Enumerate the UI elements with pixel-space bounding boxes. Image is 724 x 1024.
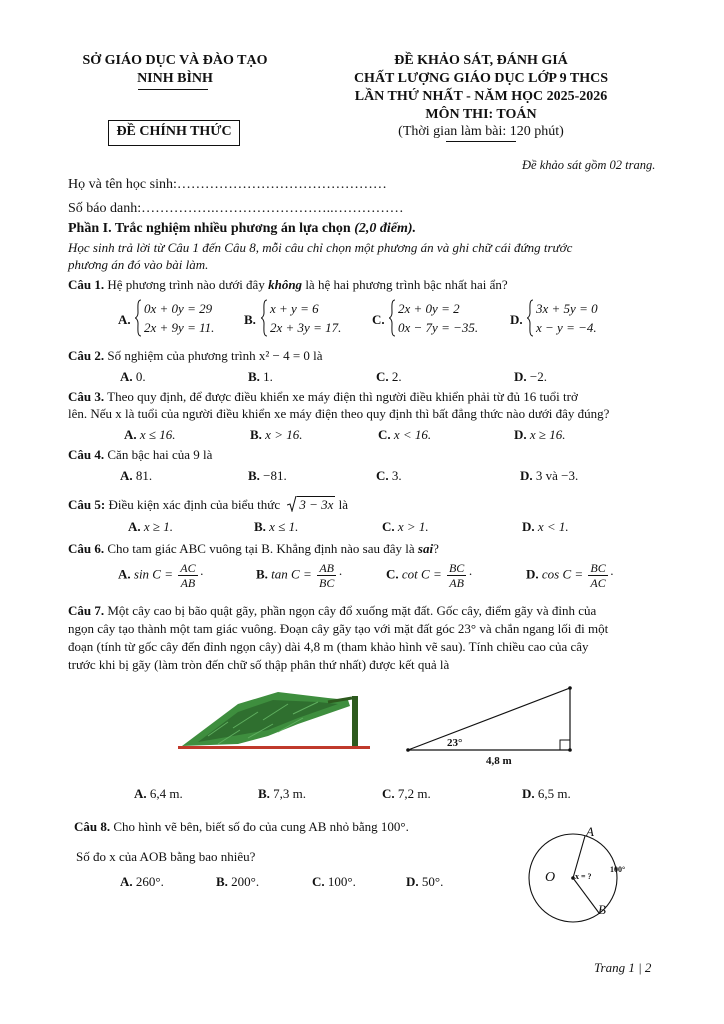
q1-option-a[interactable] — [118, 299, 258, 341]
page-number: Trang 1 | 2 — [594, 960, 652, 975]
fallen-tree-illustration — [178, 684, 378, 754]
q2-c-letter: C. — [376, 369, 389, 384]
q3-b-letter: B. — [250, 427, 262, 442]
q7-option-b[interactable] — [258, 786, 306, 802]
q1-option-c-letter: C. — [372, 312, 385, 327]
q5-b-letter: B. — [254, 519, 266, 534]
brace-icon — [388, 299, 396, 337]
part1-instructions-2: phương án đó vào bài làm. — [68, 257, 209, 272]
q6-d-den: AC — [590, 576, 606, 590]
q5-option-a[interactable] — [128, 519, 173, 535]
q2-d-value: −2. — [529, 369, 547, 384]
q1-stem — [68, 277, 508, 293]
q6-emphasis: sai — [417, 541, 434, 556]
q6-b-func: tan C = — [271, 566, 312, 582]
q2-a-value: 0. — [135, 369, 146, 384]
q4-d-value: 3 và −3. — [535, 468, 579, 483]
q1-text-before: Hệ phương trình nào dưới đây — [107, 277, 265, 292]
q7-option-d[interactable] — [522, 786, 571, 802]
q8-b-value: 200°. — [231, 874, 260, 889]
q2-c-value: 2. — [391, 369, 402, 384]
q7-d-letter: D. — [522, 786, 535, 801]
q2-text: Số nghiệm của phương trình x² − 4 = 0 là — [107, 348, 323, 363]
q5-option-d[interactable] — [522, 519, 569, 535]
q8-text: Cho hình vẽ bên, biết số đo của cung AB nhỏ bằng 100°. — [113, 819, 409, 834]
official-label: ĐỀ CHÍNH THỨC — [116, 124, 232, 139]
q2-option-d[interactable] — [514, 369, 547, 385]
q7-c-value: 7,2 m. — [397, 786, 431, 801]
tree-trunk — [352, 696, 358, 746]
q5-radical — [287, 496, 335, 513]
q4-option-d[interactable] — [520, 468, 578, 484]
q3-option-b[interactable] — [250, 427, 302, 443]
q6-c-num: BC — [448, 561, 465, 575]
q6-option-a[interactable]: A. sin C = $\frac{AC}{AB}$ · — [118, 561, 204, 590]
exam-title: ĐỀ KHẢO SÁT, ĐÁNH GIÁ — [394, 53, 568, 68]
q4-label: Câu 4. — [68, 447, 105, 462]
q3-option-c[interactable] — [378, 427, 431, 443]
q6-a-letter: A. — [118, 566, 131, 582]
q2-label: Câu 2. — [68, 348, 105, 363]
q7-b-value: 7,3 m. — [273, 786, 307, 801]
q3-line1: Theo quy định, để được điều khiển xe máy điện thì người điều khiển phải từ đủ 16 tuổi trở — [107, 389, 578, 404]
q6-c-fraction — [447, 561, 466, 590]
q3-d-value: x ≥ 16. — [529, 427, 566, 442]
q3-a-value: x ≤ 16. — [139, 427, 176, 442]
q1-label: Câu 1. — [68, 277, 105, 292]
exam-duration: (Thời gian làm bài: 120 phút) — [398, 124, 564, 139]
q8-b-letter: B. — [216, 874, 228, 889]
part1-instructions-1: Học sinh trả lời từ Câu 1 đến Câu 8, mỗi câu chỉ chọn một phương án và ghi chữ cái đứng trước — [68, 240, 573, 255]
q2-option-c[interactable] — [376, 369, 402, 385]
q6-text-after: ? — [433, 541, 439, 556]
q1-b-eq2: 2x + 3y = 17. — [270, 320, 342, 335]
ground-line — [178, 746, 370, 749]
q8-option-c[interactable] — [312, 874, 356, 890]
brace-icon — [260, 299, 268, 337]
q2-d-letter: D. — [514, 369, 527, 384]
q3-c-value: x < 16. — [393, 427, 432, 442]
q8-d-letter: D. — [406, 874, 419, 889]
q6-option-c[interactable]: C. cot C = $\frac{BC}{AB}$ · — [386, 561, 473, 590]
q1-option-b-letter: B. — [244, 312, 256, 327]
q8-d-value: 50°. — [421, 874, 444, 889]
q7-option-c[interactable] — [382, 786, 431, 802]
q7-line1: Một cây cao bị bão quật gãy, phần ngọn cây đổ xuống mặt đất. Gốc cây, điểm gãy và đỉnh của — [107, 603, 597, 618]
q5-text-before: Điều kiện xác định của biểu thức — [108, 497, 281, 512]
vertex-dot — [568, 686, 572, 690]
q8-c-value: 100°. — [327, 874, 356, 889]
base-length-label: 4,8 m — [486, 755, 512, 767]
q3-stem-2: lên. Nếu x là tuổi của người điều khiển xe máy điện theo quy định thì bất đẳng thức nào dưới đây đúng? — [68, 406, 610, 421]
q4-option-c[interactable] — [376, 468, 402, 484]
q6-a-fraction — [178, 561, 197, 590]
q3-c-letter: C. — [378, 427, 391, 442]
q1-a-eq1: 0x + 0y = 29 — [144, 301, 213, 316]
q3-d-letter: D. — [514, 427, 527, 442]
q5-radicand: 3 − 3x — [299, 497, 334, 512]
province-name: NINH BÌNH — [137, 71, 213, 86]
q2-a-letter: A. — [120, 369, 133, 384]
q4-b-value: −81. — [263, 468, 287, 483]
q7-a-letter: A. — [134, 786, 147, 801]
vertex-dot — [568, 748, 572, 752]
q6-a-num: AC — [180, 561, 196, 575]
q4-c-value: 3. — [391, 468, 402, 483]
q7-option-a[interactable] — [134, 786, 183, 802]
q5-d-letter: D. — [522, 519, 535, 534]
q3-b-value: x > 16. — [265, 427, 303, 442]
q2-option-a[interactable] — [120, 369, 146, 385]
q6-label: Câu 6. — [68, 541, 105, 556]
q1-option-d-letter: D. — [510, 312, 523, 327]
q1-option-d[interactable] — [510, 299, 640, 341]
q6-c-letter: C. — [386, 566, 399, 582]
q6-b-fraction — [317, 561, 336, 590]
province-underline — [138, 89, 208, 90]
q8-option-b[interactable] — [216, 874, 259, 890]
q4-d-letter: D. — [520, 468, 533, 483]
q3-option-d[interactable] — [514, 427, 566, 443]
q5-stem — [68, 496, 348, 513]
q7-c-letter: C. — [382, 786, 395, 801]
q6-b-den: BC — [318, 576, 335, 590]
q1-text-after: là hệ hai phương trình bậc nhất hai ẩn? — [305, 277, 508, 292]
q8-a-value: 260°. — [135, 874, 164, 889]
point-o-label: O — [545, 870, 556, 885]
q3-option-a[interactable] — [124, 427, 176, 443]
part1-heading — [68, 221, 416, 237]
q3-label: Câu 3. — [68, 389, 105, 404]
q8-option-a[interactable] — [120, 874, 164, 890]
q4-a-value: 81. — [135, 468, 153, 483]
q4-c-letter: C. — [376, 468, 389, 483]
q6-d-letter: D. — [526, 566, 539, 582]
q6-d-fraction — [588, 561, 607, 590]
student-id-line: Số báo danh:…………….……………………..…………… — [68, 201, 404, 216]
q5-c-letter: C. — [382, 519, 395, 534]
q7-a-value: 6,4 m. — [149, 786, 183, 801]
q1-b-eq1: x + y = 6 — [270, 301, 319, 316]
q8-stem — [74, 819, 409, 835]
q6-d-num: BC — [590, 561, 606, 575]
dept-name: SỞ GIÁO DỤC VÀ ĐÀO TẠO — [82, 53, 268, 68]
q6-c-func: cot C = — [401, 566, 442, 582]
q2-b-letter: B. — [248, 369, 260, 384]
q1-a-eq2: 2x + 9y = 11. — [144, 320, 215, 335]
part1-score: (2,0 điểm). — [354, 221, 417, 236]
q7-stem-4: trước khi bị gãy (làm tròn đến chữ số thập phân thứ nhất) được kết quả là — [68, 657, 450, 672]
q6-c-den: AB — [449, 576, 464, 590]
q5-label: Câu 5: — [68, 497, 106, 512]
pages-note: Đề khảo sát gồm 02 trang. — [522, 158, 656, 172]
q1-option-a-letter: A. — [118, 312, 131, 327]
q1-option-c[interactable] — [372, 299, 512, 341]
q8-c-letter: C. — [312, 874, 325, 889]
q7-stem-3: đoạn (tính từ gốc cây đến đỉnh ngọn cây) dài 4,8 m (tham khảo hình vẽ sau). Tính chiều cao của cây — [68, 639, 589, 654]
q3-a-letter: A. — [124, 427, 137, 442]
point-a-label: A — [586, 824, 594, 839]
q8-stem-2: Số đo x của AOB bằng bao nhiêu? — [76, 849, 256, 864]
q5-a-letter: A. — [128, 519, 141, 534]
q2-stem — [68, 348, 323, 364]
brace-icon — [526, 299, 534, 337]
q5-c-value: x > 1. — [397, 519, 429, 534]
q7-b-letter: B. — [258, 786, 270, 801]
vertex-dot — [406, 748, 410, 752]
q4-stem — [68, 447, 212, 463]
sqrt-icon — [287, 496, 297, 512]
angle-x-label: x = ? — [575, 872, 592, 881]
q2-option-b[interactable] — [248, 369, 273, 385]
q1-d-eq1: 3x + 5y = 0 — [536, 301, 598, 316]
q6-text-before: Cho tam giác ABC vuông tại B. Khẳng định nào sau đây là — [107, 541, 415, 556]
exam-round: LẦN THỨ NHẤT - NĂM HỌC 2025-2026 — [354, 89, 608, 104]
q6-b-num: AB — [317, 561, 336, 576]
q2-b-value: 1. — [263, 369, 273, 384]
q5-a-value: x ≥ 1. — [143, 519, 174, 534]
part1-title: Phần I. Trắc nghiệm nhiều phương án lựa chọn — [68, 221, 351, 236]
q4-b-letter: B. — [248, 468, 260, 483]
q4-option-a[interactable] — [120, 468, 152, 484]
q4-a-letter: A. — [120, 468, 133, 483]
q1-c-eq1: 2x + 0y = 2 — [398, 301, 460, 316]
q6-d-func: cos C = — [541, 566, 584, 582]
q8-a-letter: A. — [120, 874, 133, 889]
student-name-line: Họ và tên học sinh:……………………………………… — [68, 177, 387, 192]
q6-b-letter: B. — [256, 566, 268, 582]
arc-measure-label: 100° — [610, 865, 626, 874]
duration-underline — [446, 141, 516, 142]
q4-text: Căn bậc hai của 9 là — [107, 447, 213, 462]
q7-d-value: 6,5 m. — [537, 786, 571, 801]
q1-option-b[interactable] — [244, 299, 364, 341]
q7-stem-2: ngọn cây tạo thành một tam giác vuông. Đoạn cây gãy tạo với mặt đất góc 23° và chắn ngang lối đi một — [68, 621, 609, 636]
q7-label: Câu 7. — [68, 603, 105, 618]
q5-d-value: x < 1. — [537, 519, 569, 534]
q8-option-d[interactable] — [406, 874, 443, 890]
exam-subtitle: CHẤT LƯỢNG GIÁO DỤC LỚP 9 THCS — [353, 71, 609, 86]
angle-label: 23° — [447, 737, 463, 749]
q1-emphasis: không — [268, 277, 303, 292]
q6-stem — [68, 541, 439, 557]
point-b-label: B — [598, 902, 606, 917]
brace-icon — [134, 299, 142, 337]
q6-a-func: sin C = — [133, 566, 174, 582]
right-triangle — [408, 688, 570, 750]
triangle-figure — [402, 684, 582, 764]
q4-option-b[interactable] — [248, 468, 287, 484]
q5-b-value: x ≤ 1. — [269, 519, 299, 534]
q1-c-eq2: 0x − 7y = −35. — [398, 320, 479, 335]
q5-option-c[interactable] — [382, 519, 429, 535]
right-angle-mark — [560, 740, 570, 750]
q6-option-d[interactable]: D. cos C = $\frac{BC}{AC}$ · — [526, 561, 615, 590]
q7-stem-1 — [68, 603, 596, 619]
q6-a-den: AB — [180, 576, 196, 590]
q8-label: Câu 8. — [74, 819, 111, 834]
q5-text-after: là — [338, 497, 349, 512]
q5-option-b[interactable] — [254, 519, 298, 535]
q6-option-b[interactable]: B. tan C = $\frac{AB}{BC}$ · — [256, 561, 343, 590]
q3-stem-1 — [68, 389, 578, 405]
radius-ob — [573, 878, 599, 913]
exam-subject: MÔN THI: TOÁN — [425, 107, 537, 122]
q1-d-eq2: x − y = −4. — [536, 320, 597, 335]
